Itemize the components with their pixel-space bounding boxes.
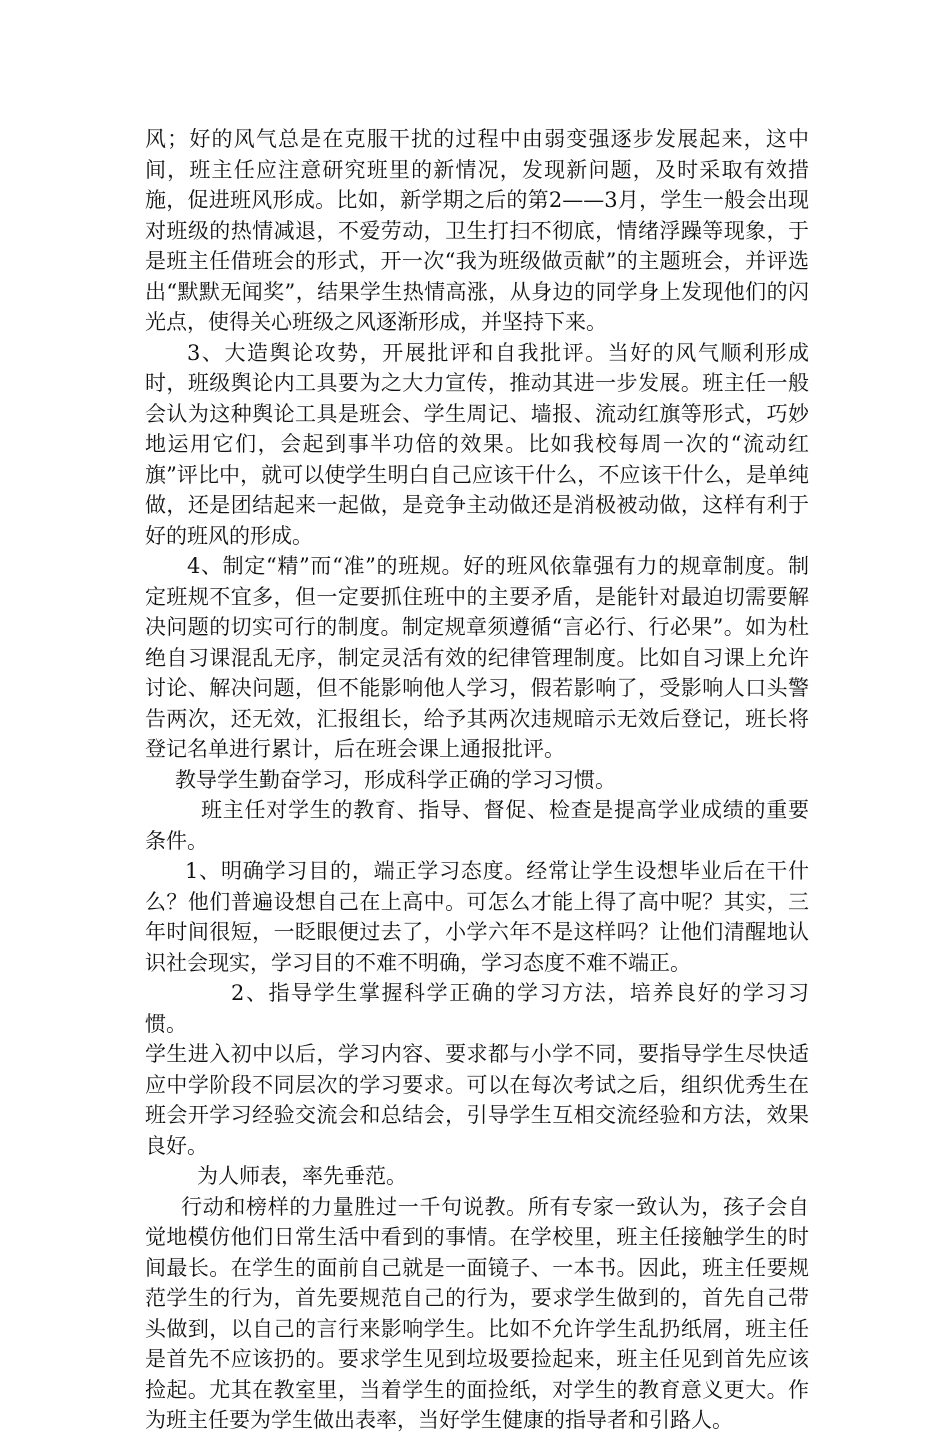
paragraph-teacher-role: 班主任对学生的教育、指导、督促、检查是提高学业成绩的重要条件。	[145, 798, 809, 853]
paragraph-role-model: 行动和榜样的力量胜过一千句说教。所有专家一致认为，孩子会自觉地模仿他们日常生活中看到的事情。在学校里，班主任接触学生的时间最长。在学生的面前自己就是一面镜子、一本书。因此，班主任要规范学生的行为，首先要规范自己的行为，要求学生做到的，首先自己带头做到，以自己的言行来影响学生。比如不允许学生乱扔纸屑，班主任是首先不应该扔的。要求学生见到垃圾要捡起来，班主任见到首先应该捡起。尤其在教室里，当着学生的面捡纸，对学生的教育意义更大。作为班主任要为学生做出表率，当好学生健康的指导者和引路人。	[145, 1194, 809, 1432]
paragraph-class-atmosphere-continued: 风；好的风气总是在克服干扰的过程中由弱变强逐步发展起来，这中间，班主任应注意研究班里的新情况，发现新问题，及时采取有效措施，促进班风形成。比如，新学期之后的第2——3月，学生一般会出现对班级的热情减退，不爱劳动，卫生打扫不彻底，情绪浮躁等现象，于是班主任借班会的形式，开一次“我为班级做贡献”的主题班会，并评选出“默默无闻奖”，结果学生热情高涨，从身边的同学身上发现他们的闪光点，使得关心班级之风逐渐形成，并坚持下来。	[145, 127, 809, 334]
paragraph-learning-goal: 1、明确学习目的，端正学习态度。经常让学生设想毕业后在干什么？他们普遍设想自己在上高中。可怎么才能上得了高中呢？其实，三年时间很短，一眨眼便过去了，小学六年不是这样吗？让他们清醒地认识社会现实，学习目的不难不明确，学习态度不难不端正。	[145, 859, 809, 975]
section-heading-study-habits: 教导学生勤奋学习，形成科学正确的学习习惯。	[175, 767, 616, 792]
paragraph-public-opinion: 3、大造舆论攻势，开展批评和自我批评。当好的风气顺利形成时，班级舆论内工具要为之大力宣传，推动其进一步发展。班主任一般会认为这种舆论工具是班会、学生周记、墙报、流动红旗等形式，巧妙地运用它们，会起到事半功倍的效果。比如我校每周一次的“流动红旗”评比中，就可以使学生明白自己应该干什么，不应该干什么，是单纯做，还是团结起来一起做，是竞争主动做还是消极被动做，这样有利于好的班风的形成。	[145, 340, 809, 548]
section-heading-role-model: 为人师表，率先垂范。	[197, 1164, 407, 1188]
paragraph-learning-method-heading: 2、指导学生掌握科学正确的学习方法，培养良好的学习习惯。	[145, 981, 809, 1036]
paragraph-class-rules: 4、制定“精”而“准”的班规。好的班风依靠强有力的规章制度。制定班规不宜多，但一定要抓住班中的主要矛盾，是能针对最迫切需要解决问题的切实可行的制度。制定规章须遵循“言必行、行必果”。如为杜绝自习课混乱无序，制定灵活有效的纪律管理制度。比如自习课上允许讨论、解决问题，但不能影响他人学习，假若影响了，受影响人口头警告两次，还无效，汇报组长，给予其两次违规暗示无效后登记，班长将登记名单进行累计，后在班会课上通报批评。	[145, 554, 809, 761]
paragraph-learning-method: 学生进入初中以后，学习内容、要求都与小学不同，要指导学生尽快适应中学阶段不同层次的学习要求。可以在每次考试之后，组织优秀生在班会开学习经验交流会和总结会，引导学生互相交流经验和方法，效果良好。	[145, 1042, 809, 1158]
document-body	[145, 124, 809, 1436]
